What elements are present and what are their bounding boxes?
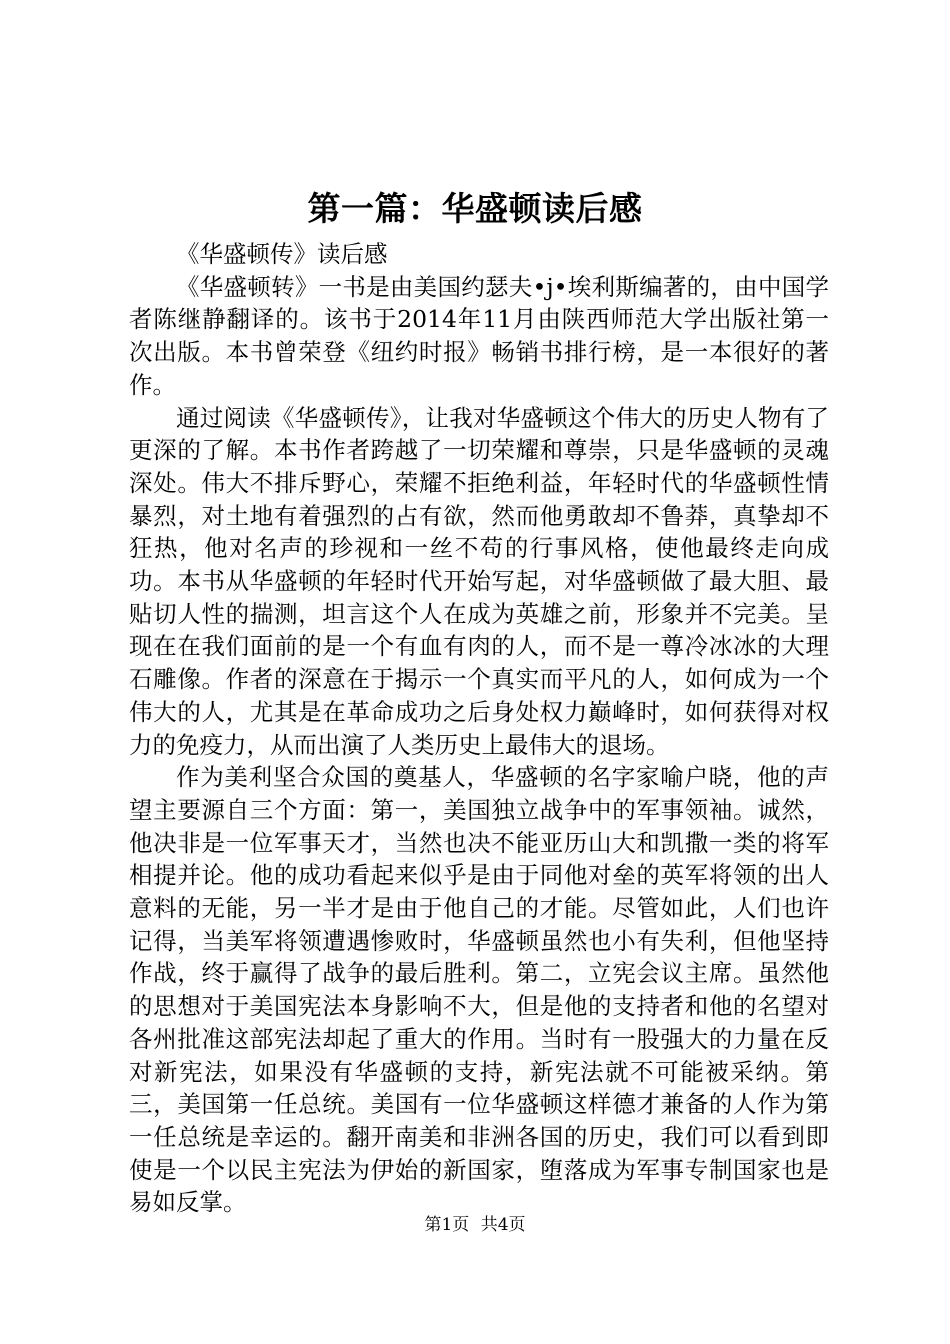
page-footer (0, 1213, 950, 1237)
paragraph-reading: 通过阅读《华盛顿传》，让我对华盛顿这个伟大的历史人物有了更深的了解。本书作者跨越了一切荣耀和尊崇，只是华盛顿的灵魂深处。伟大不排斥野心，荣耀不拒绝利益，年轻时代的华盛顿性情暴烈，对土地有着强烈的占有欲，然而他勇敢却不鲁莽，真挚却不狂热，他对名声的珍视和一丝不苟的行事风格，使他最终走向成功。本书从华盛顿的年轻时代开始写起，对华盛顿做了最大胆、最贴切人性的揣测，坦言这个人在成为英雄之前，形象并不完美。呈现在在我们面前的是一个有血有肉的人，而不是一尊冷冰冰的大理石雕像。作者的深意在于揭示一个真实而平凡的人，如何成为一个伟大的人，尤其是在革命成功之后身处权力巅峰时，如何获得对权力的免疫力，从而出演了人类历史上最伟大的退场。 (129, 403, 829, 759)
essay-subtitle: 《华盛顿传》读后感 (176, 240, 388, 268)
paragraph-reputation: 作为美利坚合众国的奠基人，华盛顿的名字家喻户晓，他的声望主要源自三个方面：第一，美国独立战争中的军事领袖。诚然，他决非是一位军事天才，当然也决不能亚历山大和凯撒一类的将军相提并论。他的成功看起来似乎是由于同他对垒的英军将领的出人意料的无能，另一半才是由于他自己的才能。尽管如此，人们也许记得，当美军将领遭遇惨败时，华盛顿虽然也小有失利，但他坚持作战，终于赢得了战争的最后胜利。第二，立宪会议主席。虽然他的思想对于美国宪法本身影响不大，但是他的支持者和他的名望对各州批准这部宪法却起了重大的作用。当时有一股强大的力量在反对新宪法，如果没有华盛顿的支持，新宪法就不可能被采纳。第三，美国第一任总统。美国有一位华盛顿这样德才兼备的人作为第一任总统是幸运的。翻开南美和非洲各国的历史，我们可以看到即使是一个以民主宪法为伊始的新国家，堕落成为军事专制国家也是易如反掌。 (129, 763, 829, 1217)
paragraph-intro: 《华盛顿转》一书是由美国约瑟夫•j•埃利斯编著的，由中国学者陈继静翻译的。该书于2014年11月由陕西师范大学出版社第一次出版。本书曾荣登《纽约时报》畅销书排行榜，是一本很好的著作。 (129, 272, 829, 399)
document-title: 第一篇：华盛顿读后感 (307, 189, 643, 228)
page-total: 共4页 (480, 1215, 526, 1235)
page-number: 第1页 (424, 1215, 470, 1235)
document-body (129, 238, 829, 1219)
